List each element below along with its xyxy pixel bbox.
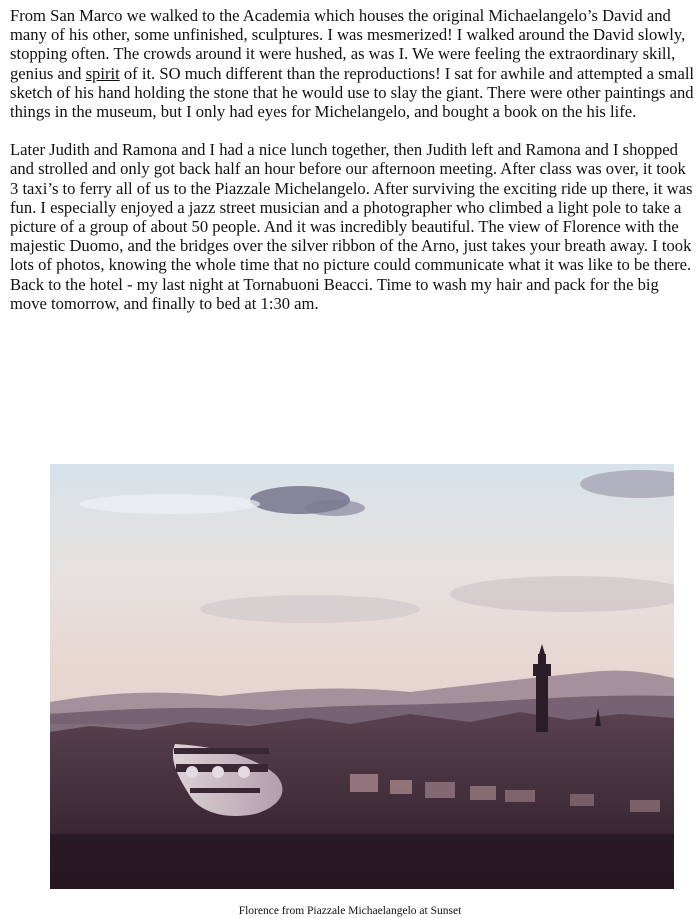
paragraph-piazzale: Later Judith and Ramona and I had a nice lunch together, then Judith left and Ramona and I shopped and strolled and only got back half an hour before our afternoon meeting. After class was over, it took 3 taxi’s to ferry all of us to the Piazzale Michelangelo. After surviving the exciting ride up there, it was fun. I especially enjoyed a jazz street musician and a photographer who climbed a light pole to take a picture of a group of about 50 people. And it was incredibly beautiful. The view of Florence with the majestic Duomo, and the bridges over the silver ribbon of the Arno, just takes your breath away. I took lots of photos, knowing the whole time that no picture could communicate what it was like to be there. Back to the hotel - my last night at Tornabuoni Beacci. Time to wash my hair and pack for the big move tomorrow, and finally to bed at 1:30 am.	[10, 140, 693, 313]
underlined-word-spirit: spirit	[85, 63, 120, 83]
paragraph-academia-end: of it. SO much different than the reproductions! I sat for awhile and attempted a small sketch of his hand holding the stone that he would use to slay the giant. There were other paintings and things in the museum, but I only had eyes for Michelangelo, and bought a book on the his life.	[10, 63, 695, 122]
florence-sunset-photo	[50, 464, 674, 889]
photo-caption: Florence from Piazzale Michaelangelo at Sunset	[238, 905, 462, 917]
paragraph-academia	[10, 6, 696, 121]
florence-skyline-illustration	[50, 464, 674, 889]
journal-text	[10, 6, 696, 313]
paragraph-academia-start: From San Marco we walked to the Academia which houses the original Michaelangelo’s David and many of his other, some unfinished, sculptures. I was mesmerized! I walked around the David slowly, stopping often. The crowds around it were hushed, as was I. We were feeling the extraordinary skill, genius and	[10, 6, 686, 83]
